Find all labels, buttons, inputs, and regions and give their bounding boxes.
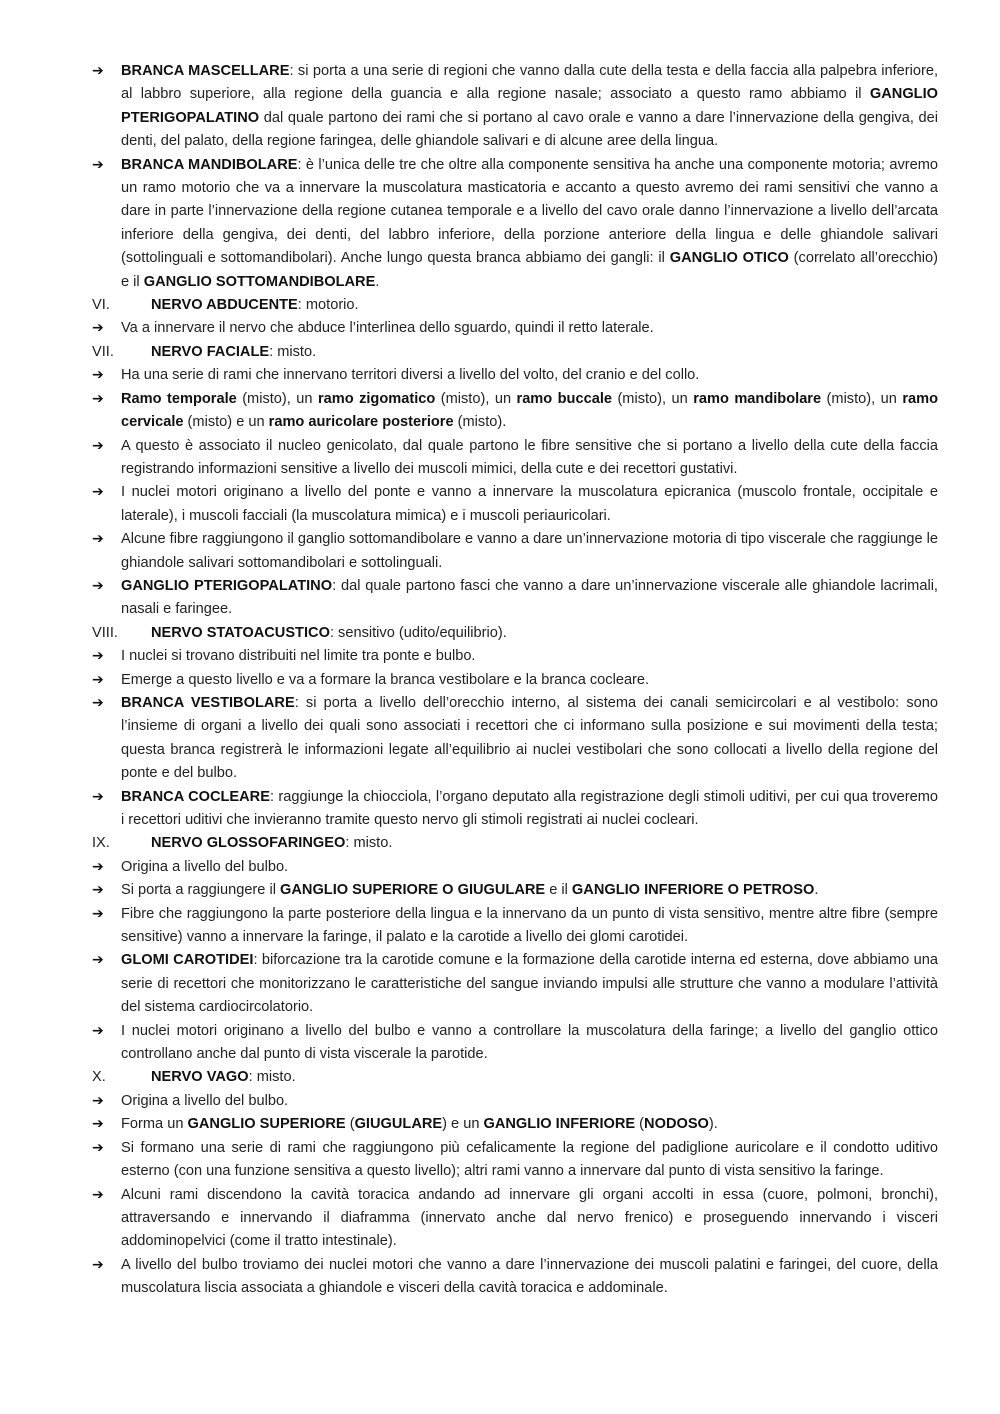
bold-term: GIUGULARE xyxy=(354,1116,443,1133)
bullet-item xyxy=(92,154,938,294)
text-run: dal quale partono dei rami che si portano al cavo orale e vanno a dare l’innervazione della gengiva, dei denti, del palato, della regione faringea, delle ghiandole salivari e di alcune aree della lingua. xyxy=(121,109,938,150)
text-run: : si porta a livello dell’orecchio interno, al sistema dei canali semicircolari e al vestibolo: sono l’insieme di organi a livello dei quali sono associati i recettori che ci informano sulla posizione e sui movimenti della testa; questa branca registrerà le informazioni legate all’equilibrio ai nuclei vestibolari che sono collocati a livello della regione del ponte e del bulbo. xyxy=(121,694,938,782)
bold-term: Ramo temporale xyxy=(121,390,237,407)
bold-term: NERVO GLOSSOFARINGEO xyxy=(151,835,346,852)
section-number: VIII. xyxy=(92,624,118,641)
bullet-item xyxy=(92,435,938,482)
text-run: Si porta a raggiungere il xyxy=(121,882,281,899)
bold-term: NERVO FACIALE xyxy=(151,343,270,360)
bullet-item xyxy=(92,1254,938,1301)
section-heading xyxy=(92,1066,938,1089)
bullet-item xyxy=(92,60,938,154)
text-run: : misto. xyxy=(345,835,393,852)
section-heading xyxy=(92,294,938,317)
text-run: (misto) e un xyxy=(183,414,269,431)
bold-term: NERVO ABDUCENTE xyxy=(151,297,298,314)
bullet-item xyxy=(92,481,938,528)
text-run: : misto. xyxy=(248,1069,296,1086)
bullet-item xyxy=(92,1090,938,1113)
text-run: Origina a livello del bulbo. xyxy=(121,858,289,875)
bold-term: GANGLIO SUPERIORE O GIUGULARE xyxy=(280,882,546,899)
bullet-item xyxy=(92,786,938,833)
bullet-item xyxy=(92,575,938,622)
bullet-item xyxy=(92,692,938,786)
bold-term: NERVO STATOACUSTICO xyxy=(151,624,330,641)
bullet-item xyxy=(92,669,938,692)
text-run: (misto). xyxy=(453,414,507,431)
text-run: I nuclei motori originano a livello del bulbo e vanno a controllare la muscolatura della faringe; a livello del ganglio ottico controllano anche dal punto di vista viscerale la parotide. xyxy=(121,1022,938,1063)
bold-term: BRANCA VESTIBOLARE xyxy=(121,694,295,711)
text-run: e il xyxy=(545,882,572,899)
bullet-item xyxy=(92,1020,938,1067)
bullet-item xyxy=(92,1113,938,1136)
bold-term: NODOSO xyxy=(644,1116,709,1133)
bullet-item xyxy=(92,388,938,435)
bullet-item xyxy=(92,949,938,1019)
bullet-item xyxy=(92,1184,938,1254)
text-run: Origina a livello del bulbo. xyxy=(121,1092,289,1109)
text-run: Va a innervare il nervo che abduce l’interlinea dello sguardo, quindi il retto laterale. xyxy=(121,320,654,337)
section-number: VI. xyxy=(92,297,110,314)
document-body xyxy=(92,60,938,1301)
text-run: A questo è associato il nucleo genicolato, dal quale partono le fibre sensitive che si portano a livello della cute della faccia registrando informazioni sensitive a livello dei muscoli mimici, della cute e dei recettori gustativi. xyxy=(121,437,938,477)
text-run: (misto), un xyxy=(236,390,318,407)
text-run: : è l’unica delle tre che oltre alla componente sensitiva ha anche una componente motoria; avremo un ramo motorio che va a innervare la muscolatura masticatoria e accanto a questo avremo dei rami sensitivi che vanno a dare in parte l’innervazione della regione cutanea temporale e a livello del cavo orale danno l’innervazione a livello dell’arcata inferiore della gengiva, dei denti, del labbro inferiore, della porzione anteriore della lingua e delle ghiandole salivari (sottolinguali e sottomandibolari). Anche lungo questa branca abbiamo dei gangli: il xyxy=(121,156,938,267)
section-number: X. xyxy=(92,1069,106,1086)
text-run: I nuclei motori originano a livello del ponte e vanno a innervare la muscolatura epicranica (muscolo frontale, occipitale e laterale), i muscoli facciali (la muscolatura mimica) e i muscoli periauricolari. xyxy=(121,484,938,524)
bullet-item xyxy=(92,317,938,340)
text-run: : dal quale partono fasci che vanno a dare un’innervazione viscerale alle ghiandole lacrimali, nasali e faringee. xyxy=(121,577,938,618)
text-run: . xyxy=(375,273,380,290)
text-run: ). xyxy=(708,1116,718,1133)
bold-term: ramo zigomatico xyxy=(317,390,436,407)
bold-term: NERVO VAGO xyxy=(151,1069,249,1086)
bullet-item xyxy=(92,879,938,902)
text-run: (misto), un xyxy=(435,390,517,407)
text-run: : motorio. xyxy=(297,297,359,314)
bold-term: GANGLIO SUPERIORE xyxy=(187,1116,346,1133)
bold-term: GANGLIO INFERIORE O PETROSO xyxy=(571,882,815,899)
section-number: IX. xyxy=(92,835,110,852)
section-heading xyxy=(92,341,938,364)
text-run: Fibre che raggiungono la parte posteriore della lingua e la innervano da un punto di vista sensitivo, mentre altre fibre (sempre sensitive) vanno a innervare la faringe, il palato e la carotide a livello dei glomi carotidei. xyxy=(121,905,938,946)
bullet-item xyxy=(92,645,938,668)
text-run: ( xyxy=(345,1116,355,1133)
bold-term: GANGLIO SOTTOMANDIBOLARE xyxy=(143,273,376,290)
bold-term: ramo cervicale xyxy=(121,390,938,431)
text-run: I nuclei si trovano distribuiti nel limite tra ponte e bulbo. xyxy=(121,648,476,665)
bold-term: ramo auricolare posteriore xyxy=(268,414,454,431)
text-run: Ha una serie di rami che innervano territori diversi a livello del volto, del cranio e del collo. xyxy=(121,367,700,384)
bold-term: BRANCA MASCELLARE xyxy=(121,63,290,79)
bullet-item xyxy=(92,903,938,950)
text-run: (correlato all’orecchio) e il xyxy=(121,250,938,290)
bullet-item xyxy=(92,856,938,879)
text-run: Forma un xyxy=(121,1116,188,1133)
section-heading xyxy=(92,832,938,855)
bullet-item xyxy=(92,364,938,387)
text-run: Alcune fibre raggiungono il ganglio sottomandibolare e vanno a dare un’innervazione motoria di tipo viscerale che raggiunge le ghiandole salivari sottomandibolari e sottolinguali. xyxy=(121,531,938,571)
text-run: (misto), un xyxy=(821,390,903,407)
text-run: A livello del bulbo troviamo dei nuclei motori che vanno a dare l’innervazione dei muscoli palatini e faringei, del cuore, della muscolatura liscia associata a ghiandole e visceri della cavità toracica e addominale. xyxy=(121,1256,938,1297)
bold-term: GANGLIO PTERIGOPALATINO xyxy=(121,86,938,126)
text-run: : raggiunge la chiocciola, l’organo deputato alla registrazione degli stimoli uditivi, per cui qua troveremo i recettori uditivi che invieranno tramite questo nervo gli stimoli registrati ai nuclei cocleari. xyxy=(121,788,939,828)
text-run: ( xyxy=(635,1116,645,1133)
bold-term: ramo buccale xyxy=(516,390,612,407)
bold-term: GLOMI CAROTIDEI xyxy=(121,952,254,969)
bold-term: GANGLIO INFERIORE xyxy=(483,1116,636,1133)
bullet-item xyxy=(92,528,938,575)
text-run: : biforcazione tra la carotide comune e la formazione della carotide interna ed esterna, dove abbiamo una serie di recettori che monitorizzano le caratteristiche del sangue inviando impulsi alle strutture che vanno a modulare l’attività del sistema cardiocircolatorio. xyxy=(121,952,939,1016)
text-run: : si porta a una serie di regioni che vanno dalla cute della testa e della faccia alla palpebra inferiore, al labbro superiore, alla regione della guancia e alla regione nasale; associato a questo ramo abbiamo il xyxy=(121,63,938,103)
text-run: ) e un xyxy=(442,1116,484,1133)
text-run: (misto), un xyxy=(612,390,694,407)
text-run: . xyxy=(814,882,819,899)
bold-term: GANGLIO PTERIGOPALATINO xyxy=(121,577,333,594)
section-heading xyxy=(92,622,938,645)
bold-term: BRANCA MANDIBOLARE xyxy=(121,156,298,173)
text-run: Si formano una serie di rami che raggiungono più cefalicamente la regione del padiglione auricolare e il condotto uditivo esterno (con una funzione sensitiva a questo livello); altri rami vanno a innervare dal punto di vista sensitivo la faringe. xyxy=(121,1139,938,1180)
text-run: Emerge a questo livello e va a formare la branca vestibolare e la branca cocleare. xyxy=(121,671,650,688)
bold-term: BRANCA COCLEARE xyxy=(121,788,270,805)
text-run: : misto. xyxy=(269,343,317,360)
bold-term: ramo mandibolare xyxy=(693,390,822,407)
bold-term: GANGLIO OTICO xyxy=(669,250,789,267)
bullet-item xyxy=(92,1137,938,1184)
section-number: VII. xyxy=(92,343,114,360)
text-run: : sensitivo (udito/equilibrio). xyxy=(329,624,507,641)
text-run: Alcuni rami discendono la cavità toracica andando ad innervare gli organi accolti in essa (cuore, polmoni, bronchi), attraversando e innervando il diaframma (innervato anche dal nervo frenico) e proseguendo innervando i visceri addominopelvici (come il tratto intestinale). xyxy=(121,1186,938,1250)
